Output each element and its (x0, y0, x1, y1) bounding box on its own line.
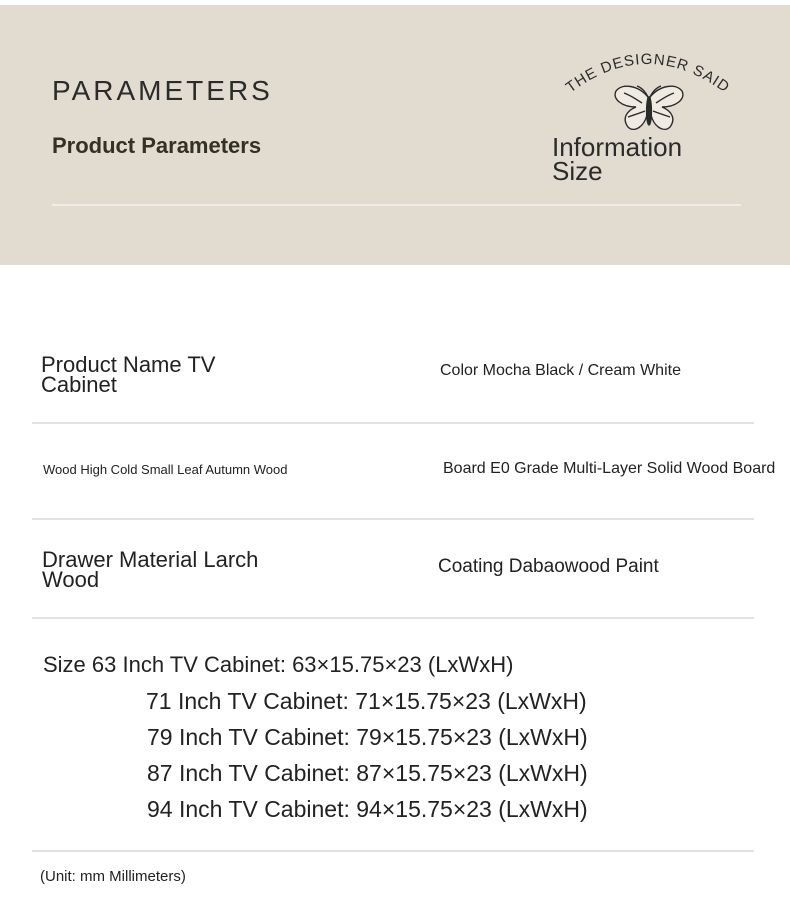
row-divider (32, 518, 754, 520)
badge-line-information: Information (552, 132, 683, 162)
banner-heading: PARAMETERS (52, 75, 273, 106)
param-board: Board E0 Grade Multi-Layer Solid Wood Board (443, 460, 776, 477)
banner-divider (52, 204, 741, 206)
butterfly-icon (615, 86, 683, 129)
row-divider (32, 617, 754, 619)
parameters-banner (0, 5, 790, 265)
size-line: 94 Inch TV Cabinet: 94×15.75×23 (LxWxH) (147, 796, 588, 822)
param-product-name: Product Name TV Cabinet (41, 352, 216, 397)
param-coating: Coating Dabaowood Paint (438, 556, 659, 577)
badge-line-size: Size (552, 156, 603, 186)
param-color: Color Mocha Black / Cream White (440, 362, 681, 379)
banner-subheading: Product Parameters (52, 133, 262, 158)
param-drawer-material: Drawer Material Larch Wood (42, 547, 259, 592)
size-line: 79 Inch TV Cabinet: 79×15.75×23 (LxWxH) (147, 724, 588, 750)
row-divider (32, 850, 754, 852)
param-wood: Wood High Cold Small Leaf Autumn Wood (43, 462, 288, 477)
size-line: 71 Inch TV Cabinet: 71×15.75×23 (LxWxH) (146, 688, 587, 714)
designer-badge (552, 47, 742, 192)
badge-arc-text: THE DESIGNER SAID (562, 50, 733, 97)
unit-note: (Unit: mm Millimeters) (40, 868, 186, 885)
row-divider (32, 422, 754, 424)
size-line: 87 Inch TV Cabinet: 87×15.75×23 (LxWxH) (147, 760, 588, 786)
size-line: Size 63 Inch TV Cabinet: 63×15.75×23 (LxWxH) (43, 652, 514, 677)
